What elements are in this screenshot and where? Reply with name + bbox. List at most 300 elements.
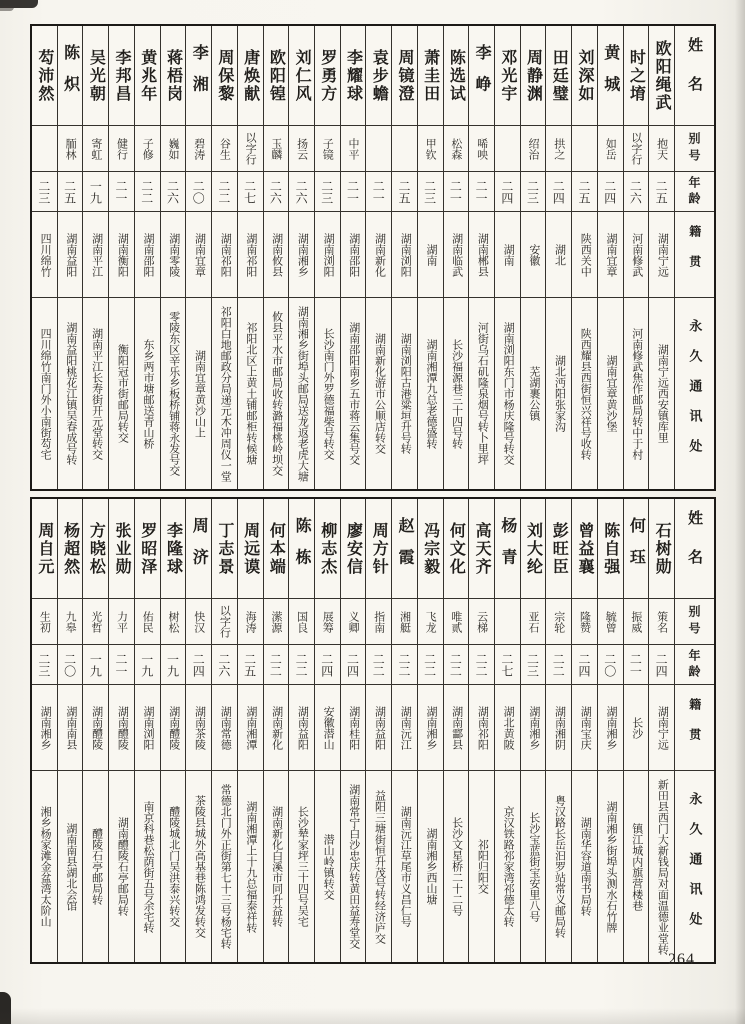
entry-age [598, 172, 623, 212]
entry-alias-text: 展筹 [321, 610, 334, 633]
entry-native-place [83, 212, 108, 298]
entry-name-text: 廖安信 [344, 521, 362, 576]
entry-name [109, 499, 134, 599]
entry-column [468, 26, 494, 489]
entry-address [341, 298, 366, 489]
roster-table-bottom [30, 497, 716, 964]
entry-address [418, 771, 443, 962]
entry-address-text: 茶陵县城外高基巷陈鸿发转交 [193, 795, 206, 938]
entry-alias-text: 巍如 [166, 137, 179, 160]
entry-column [32, 26, 57, 489]
entry-age [624, 645, 649, 685]
entry-alias [572, 599, 597, 645]
entry-age [598, 645, 623, 685]
entry-name-text: 周方针 [370, 521, 388, 576]
entry-alias [212, 599, 237, 645]
entry-age-text: 二五 [654, 179, 669, 204]
entry-name-text: 曾益襄 [575, 521, 593, 576]
entry-age [546, 172, 571, 212]
entry-name [289, 26, 314, 126]
entry-address [289, 298, 314, 489]
entry-name [289, 499, 314, 599]
entry-alias-text: 健行 [115, 137, 128, 160]
entry-name-text: 刘深如 [575, 48, 593, 103]
entry-age-text: 二二 [371, 652, 386, 677]
entry-age [315, 172, 340, 212]
entry-native-place [32, 212, 57, 298]
entry-name [58, 26, 83, 126]
entry-address-text: 湖南常宁白沙忠庆转黄田益寿堂交 [347, 784, 360, 949]
entry-column [263, 26, 289, 489]
entry-alias-text: 碧涛 [192, 137, 205, 160]
entry-address-text: 祁阳归阳交 [476, 839, 489, 894]
entry-address-text: 湖南益阳桃花江镇吴春成号转 [64, 322, 77, 465]
entry-age [186, 645, 211, 685]
entry-name-text: 李峥 [473, 44, 491, 107]
entry-column [314, 26, 340, 489]
entry-alias-text: 光哲 [89, 610, 102, 633]
entry-alias-text: 九皋 [64, 610, 77, 633]
entry-address [546, 298, 571, 489]
entry-native-place-text: 湖南湘乡 [296, 232, 309, 277]
entry-name-text: 杨超然 [61, 521, 79, 576]
entry-age-text: 二三 [36, 652, 51, 677]
entry-address [186, 298, 211, 489]
header-age [675, 172, 714, 212]
entry-column [494, 499, 520, 962]
entry-column [391, 499, 417, 962]
header-column [674, 26, 714, 489]
entry-native-place [315, 685, 340, 771]
entry-alias-text: 隆赞 [578, 610, 591, 633]
entry-name [649, 499, 674, 599]
entry-address-text: 河街乌石矶隆泉烟号转卜里坪 [476, 322, 489, 465]
entry-name [469, 499, 494, 599]
entry-column [623, 26, 649, 489]
entry-name-text: 石树勋 [653, 521, 671, 576]
entry-address-text: 湖南湘乡西山塘 [424, 828, 437, 905]
entry-alias [418, 126, 443, 172]
entry-name [495, 26, 520, 126]
entry-native-place-text: 湖南攸县 [270, 232, 283, 277]
entry-name-text: 陈炽 [61, 44, 79, 107]
entry-address [469, 298, 494, 489]
entry-age-text: 二一 [345, 179, 360, 204]
entry-age [341, 172, 366, 212]
entry-address-text: 长沙福源巷三十四号转 [450, 338, 463, 449]
entry-native-place [572, 212, 597, 298]
entry-column [57, 499, 83, 962]
entry-age-text: 一九 [165, 652, 180, 677]
entry-alias [83, 126, 108, 172]
entry-alias [392, 599, 417, 645]
entry-address-text: 湘乡杨家滩金盆湾太阶山 [39, 806, 52, 927]
entry-age [572, 645, 597, 685]
entry-address [392, 771, 417, 962]
entry-age-text: 二二 [474, 652, 489, 677]
entry-address-text: 芜湖裹公镇 [527, 366, 540, 421]
entry-age [161, 172, 186, 212]
entry-native-place-text: 湖南湘乡 [527, 705, 540, 750]
entry-native-place [495, 685, 520, 771]
entry-age [649, 645, 674, 685]
entry-native-place-text: 湖南郴县 [476, 232, 489, 277]
header-address-label: 永久通讯处 [687, 318, 703, 469]
entry-age-text: 二〇 [62, 652, 77, 677]
entry-alias-text: 义卿 [347, 610, 360, 633]
entry-age [161, 645, 186, 685]
entry-name [161, 26, 186, 126]
entry-column [597, 26, 623, 489]
entry-address-text: 镇江城内旗营楼巷 [630, 822, 643, 911]
entry-alias-text: 策名 [655, 610, 668, 633]
roster-table-top [30, 24, 716, 491]
entry-alias-text: 子修 [141, 137, 154, 160]
entry-column [211, 26, 237, 489]
entry-native-place-text: 湖南湘乡 [39, 705, 52, 750]
entry-alias [161, 126, 186, 172]
page-number: 264 [668, 951, 695, 968]
entry-name-text: 罗昭泽 [138, 521, 156, 576]
entry-alias [444, 599, 469, 645]
entry-alias-text: 抱天 [655, 137, 668, 160]
entry-age [32, 645, 57, 685]
entry-native-place [161, 685, 186, 771]
entry-name-text: 周自元 [35, 521, 53, 576]
entry-alias [32, 126, 57, 172]
entry-age [366, 645, 391, 685]
entry-address-text: 东乡两市塘邮送青山桥 [142, 338, 155, 449]
entry-native-place-text: 湖南祁阳 [219, 232, 232, 277]
entry-address [186, 771, 211, 962]
entry-name [238, 26, 263, 126]
entry-native-place-text: 湖南 [424, 243, 437, 266]
entry-name-text: 何本端 [267, 521, 285, 576]
entry-age-text: 一九 [139, 652, 154, 677]
entry-address-text: 湖南新化白溪市同升益转 [270, 806, 283, 927]
entry-address [546, 771, 571, 962]
entry-native-place [341, 212, 366, 298]
header-address-label: 永久通讯处 [687, 791, 703, 942]
entry-native-place [546, 685, 571, 771]
entry-alias-text: 毓曾 [604, 610, 617, 633]
header-native-label: 籍贯 [687, 224, 702, 285]
entry-address [32, 771, 57, 962]
entry-address [341, 771, 366, 962]
entry-alias [341, 126, 366, 172]
entry-age-text: 二三 [422, 179, 437, 204]
entry-name-text: 欧阳锽 [267, 48, 285, 103]
entry-alias [598, 599, 623, 645]
entry-address [418, 298, 443, 489]
entry-address-text: 陕西耀县西街恒兴祥号收转 [579, 327, 592, 460]
header-alias [675, 126, 714, 172]
entry-column [237, 26, 263, 489]
entry-address [598, 771, 623, 962]
entry-age [135, 172, 160, 212]
entry-alias-text: 寄虹 [89, 137, 102, 160]
entry-address [315, 771, 340, 962]
entry-native-place [444, 685, 469, 771]
entry-column [108, 499, 134, 962]
entry-name [341, 499, 366, 599]
entry-address [469, 771, 494, 962]
entry-alias [649, 599, 674, 645]
entry-name-text: 高天齐 [473, 521, 491, 576]
entry-native-place [109, 685, 134, 771]
entry-alias [624, 599, 649, 645]
entry-native-place [649, 685, 674, 771]
entry-age [649, 172, 674, 212]
entry-native-place-text: 湖南益阳 [296, 705, 309, 750]
entry-native-place [469, 685, 494, 771]
entry-name-text: 张业勋 [113, 521, 131, 576]
entry-address-text: 湖南浏阳古港粱垣升号转 [399, 333, 412, 454]
entry-native-place [32, 685, 57, 771]
entry-name [392, 26, 417, 126]
entry-column [57, 26, 83, 489]
entry-alias [495, 599, 520, 645]
entry-name-text: 冯宗毅 [421, 521, 439, 576]
entry-name [495, 499, 520, 599]
entry-native-place [238, 212, 263, 298]
entry-name-text: 李隆球 [164, 521, 182, 576]
entry-age-text: 二四 [319, 652, 334, 677]
entry-name-text: 何珏 [627, 517, 645, 580]
entry-age [289, 172, 314, 212]
entry-column [314, 499, 340, 962]
entry-column [134, 499, 160, 962]
entry-alias-text: 指南 [372, 610, 385, 633]
entry-age-text: 二四 [576, 652, 591, 677]
entry-name [366, 26, 391, 126]
entry-name [135, 499, 160, 599]
entry-native-place-text: 湖南衡阳 [116, 232, 129, 277]
entry-alias [186, 599, 211, 645]
entry-age-text: 二六 [628, 179, 643, 204]
entry-name [135, 26, 160, 126]
entry-native-place [392, 685, 417, 771]
entry-name-text: 周济 [190, 517, 208, 580]
entry-age [521, 645, 546, 685]
entry-age-text: 二七 [499, 652, 514, 677]
entry-address-text: 醴陵城北门吴洪泰兴转交 [167, 806, 180, 927]
entry-native-place [649, 212, 674, 298]
entry-age-text: 二二 [448, 652, 463, 677]
entry-name-text: 时之堉 [627, 48, 645, 103]
entry-native-place [598, 212, 623, 298]
scan-edge-shadow-right [735, 0, 745, 1024]
entry-native-place-text: 陕西关中 [579, 232, 592, 277]
entry-address [315, 298, 340, 489]
entry-name [444, 499, 469, 599]
entry-name [315, 499, 340, 599]
entry-column [288, 499, 314, 962]
entry-age [186, 172, 211, 212]
entry-native-place [289, 685, 314, 771]
entry-alias [109, 126, 134, 172]
entry-column [185, 499, 211, 962]
entry-age-text: 一九 [88, 179, 103, 204]
entry-address-text: 湖南湘潭九总老德盛转 [424, 338, 437, 449]
header-native-label: 籍贯 [687, 697, 702, 758]
entry-name-text: 萧圭田 [421, 48, 439, 103]
entry-name [624, 26, 649, 126]
entry-age-text: 二五 [396, 179, 411, 204]
entry-name [109, 26, 134, 126]
header-age [675, 645, 714, 685]
entry-alias [469, 126, 494, 172]
entry-name [264, 499, 289, 599]
entry-name [392, 499, 417, 599]
entry-address [212, 771, 237, 962]
entry-address [135, 771, 160, 962]
entry-alias [238, 599, 263, 645]
entry-address [238, 298, 263, 489]
header-alias [675, 599, 714, 645]
entry-alias [495, 126, 520, 172]
entry-address-text: 长沙辇家坪三十四号吴宅 [296, 806, 309, 927]
scan-artifact-top-left-2 [0, 6, 14, 11]
entry-address-text: 长沙南门外罗德福柴号转交 [322, 327, 335, 460]
entry-age-text: 二四 [602, 179, 617, 204]
entry-name-text: 李邦昌 [113, 48, 131, 103]
entry-address [109, 771, 134, 962]
entry-address-text: 湖南华容道南书局转 [579, 817, 592, 916]
entry-address [521, 771, 546, 962]
entry-address-text: 湖南宁远西安镇库里 [656, 344, 669, 443]
entry-address [212, 298, 237, 489]
entry-alias [624, 126, 649, 172]
entry-native-place [366, 212, 391, 298]
entry-age [212, 645, 237, 685]
entry-column [545, 499, 571, 962]
entry-age [289, 645, 314, 685]
entry-native-place-text: 湖南浏阳 [142, 705, 155, 750]
entry-column [263, 499, 289, 962]
entry-alias [315, 126, 340, 172]
header-column [674, 499, 714, 962]
entry-native-place-text: 湖南湘阴 [553, 705, 566, 750]
entry-alias-text: 甲钦 [424, 137, 437, 160]
entry-address [135, 298, 160, 489]
entry-native-place [392, 212, 417, 298]
entry-column [443, 26, 469, 489]
entry-native-place-text: 湖南邵阳 [142, 232, 155, 277]
entry-age-text: 二六 [294, 179, 309, 204]
entry-address-text: 零陵东区辛乐乡板桥铺蒋永发号交 [167, 311, 180, 476]
entry-age-text: 一九 [88, 652, 103, 677]
entry-age-text: 二二 [396, 652, 411, 677]
entry-address [649, 298, 674, 489]
entry-alias [418, 599, 443, 645]
entry-name [238, 499, 263, 599]
entry-native-place [521, 685, 546, 771]
entry-alias [392, 126, 417, 172]
entry-native-place [469, 212, 494, 298]
entry-native-place-text: 湖南湘潭 [244, 705, 257, 750]
entry-age-text: 二三 [525, 179, 540, 204]
header-age-label: 年龄 [687, 175, 701, 208]
entry-native-place-text: 湖南新化 [270, 705, 283, 750]
entry-age-text: 二一 [474, 179, 489, 204]
entry-alias [264, 126, 289, 172]
entry-name [212, 499, 237, 599]
entry-native-place [109, 212, 134, 298]
entry-age [212, 172, 237, 212]
entry-address-text: 湖南平江长寿街开元堂转交 [90, 327, 103, 460]
entry-native-place [58, 212, 83, 298]
entry-name-text: 何文化 [447, 521, 465, 576]
entry-native-place-text: 湖南湘乡 [604, 705, 617, 750]
entry-native-place [546, 212, 571, 298]
entry-column [82, 499, 108, 962]
entry-native-place-text: 湖南宁远 [656, 232, 669, 277]
entry-age [315, 645, 340, 685]
entry-alias [238, 126, 263, 172]
entry-age-text: 二六 [268, 179, 283, 204]
entry-alias [521, 126, 546, 172]
entry-name [418, 499, 443, 599]
entry-age [495, 172, 520, 212]
entry-column [160, 499, 186, 962]
entry-age-text: 二一 [371, 179, 386, 204]
entry-address [598, 298, 623, 489]
entry-address [495, 771, 520, 962]
entry-age-text: 二四 [345, 652, 360, 677]
entry-address-text: 湖南宜章黄沙堡 [604, 355, 617, 432]
entry-alias [444, 126, 469, 172]
entry-column [648, 499, 674, 962]
entry-age [32, 172, 57, 212]
entry-native-place [495, 212, 520, 298]
entry-address-text: 湖南沅江草尾市义昌仁号 [399, 806, 412, 927]
entry-alias [58, 126, 83, 172]
entry-native-place-text: 湖南浏阳 [399, 232, 412, 277]
entry-alias [469, 599, 494, 645]
entry-alias-text: 唯贰 [449, 610, 462, 633]
entry-address-text: 益阳三塘街恒升茂号转经济庐交 [373, 789, 386, 944]
entry-age [83, 645, 108, 685]
entry-column [237, 499, 263, 962]
entry-column [443, 499, 469, 962]
entry-native-place [161, 212, 186, 298]
entry-alias-text: 振威 [629, 610, 642, 633]
entry-alias-text: 云梯 [475, 610, 488, 633]
entry-name [624, 499, 649, 599]
entry-name [186, 499, 211, 599]
entry-native-place-text: 湖南常德 [219, 705, 232, 750]
entry-address [444, 298, 469, 489]
entry-name [83, 499, 108, 599]
entry-native-place-text: 湖南邵阳 [347, 232, 360, 277]
entry-native-place [572, 685, 597, 771]
entry-alias [598, 126, 623, 172]
entry-alias [186, 126, 211, 172]
entry-native-place [212, 212, 237, 298]
entry-native-place-text: 湖南醴陵 [167, 705, 180, 750]
entry-name [572, 26, 597, 126]
entry-alias-text: 以字行 [629, 132, 642, 165]
entry-column [417, 26, 443, 489]
entry-name [32, 26, 57, 126]
entry-age [469, 645, 494, 685]
entry-address-text: 湖南湘乡街埠头测水石竹牌 [604, 800, 617, 933]
entry-native-place-text: 湖南宝庆 [579, 705, 592, 750]
entry-name-text: 黄兆年 [138, 48, 156, 103]
scan-edge-shadow-bottom [0, 1008, 745, 1024]
entry-age-text: 二六 [216, 652, 231, 677]
